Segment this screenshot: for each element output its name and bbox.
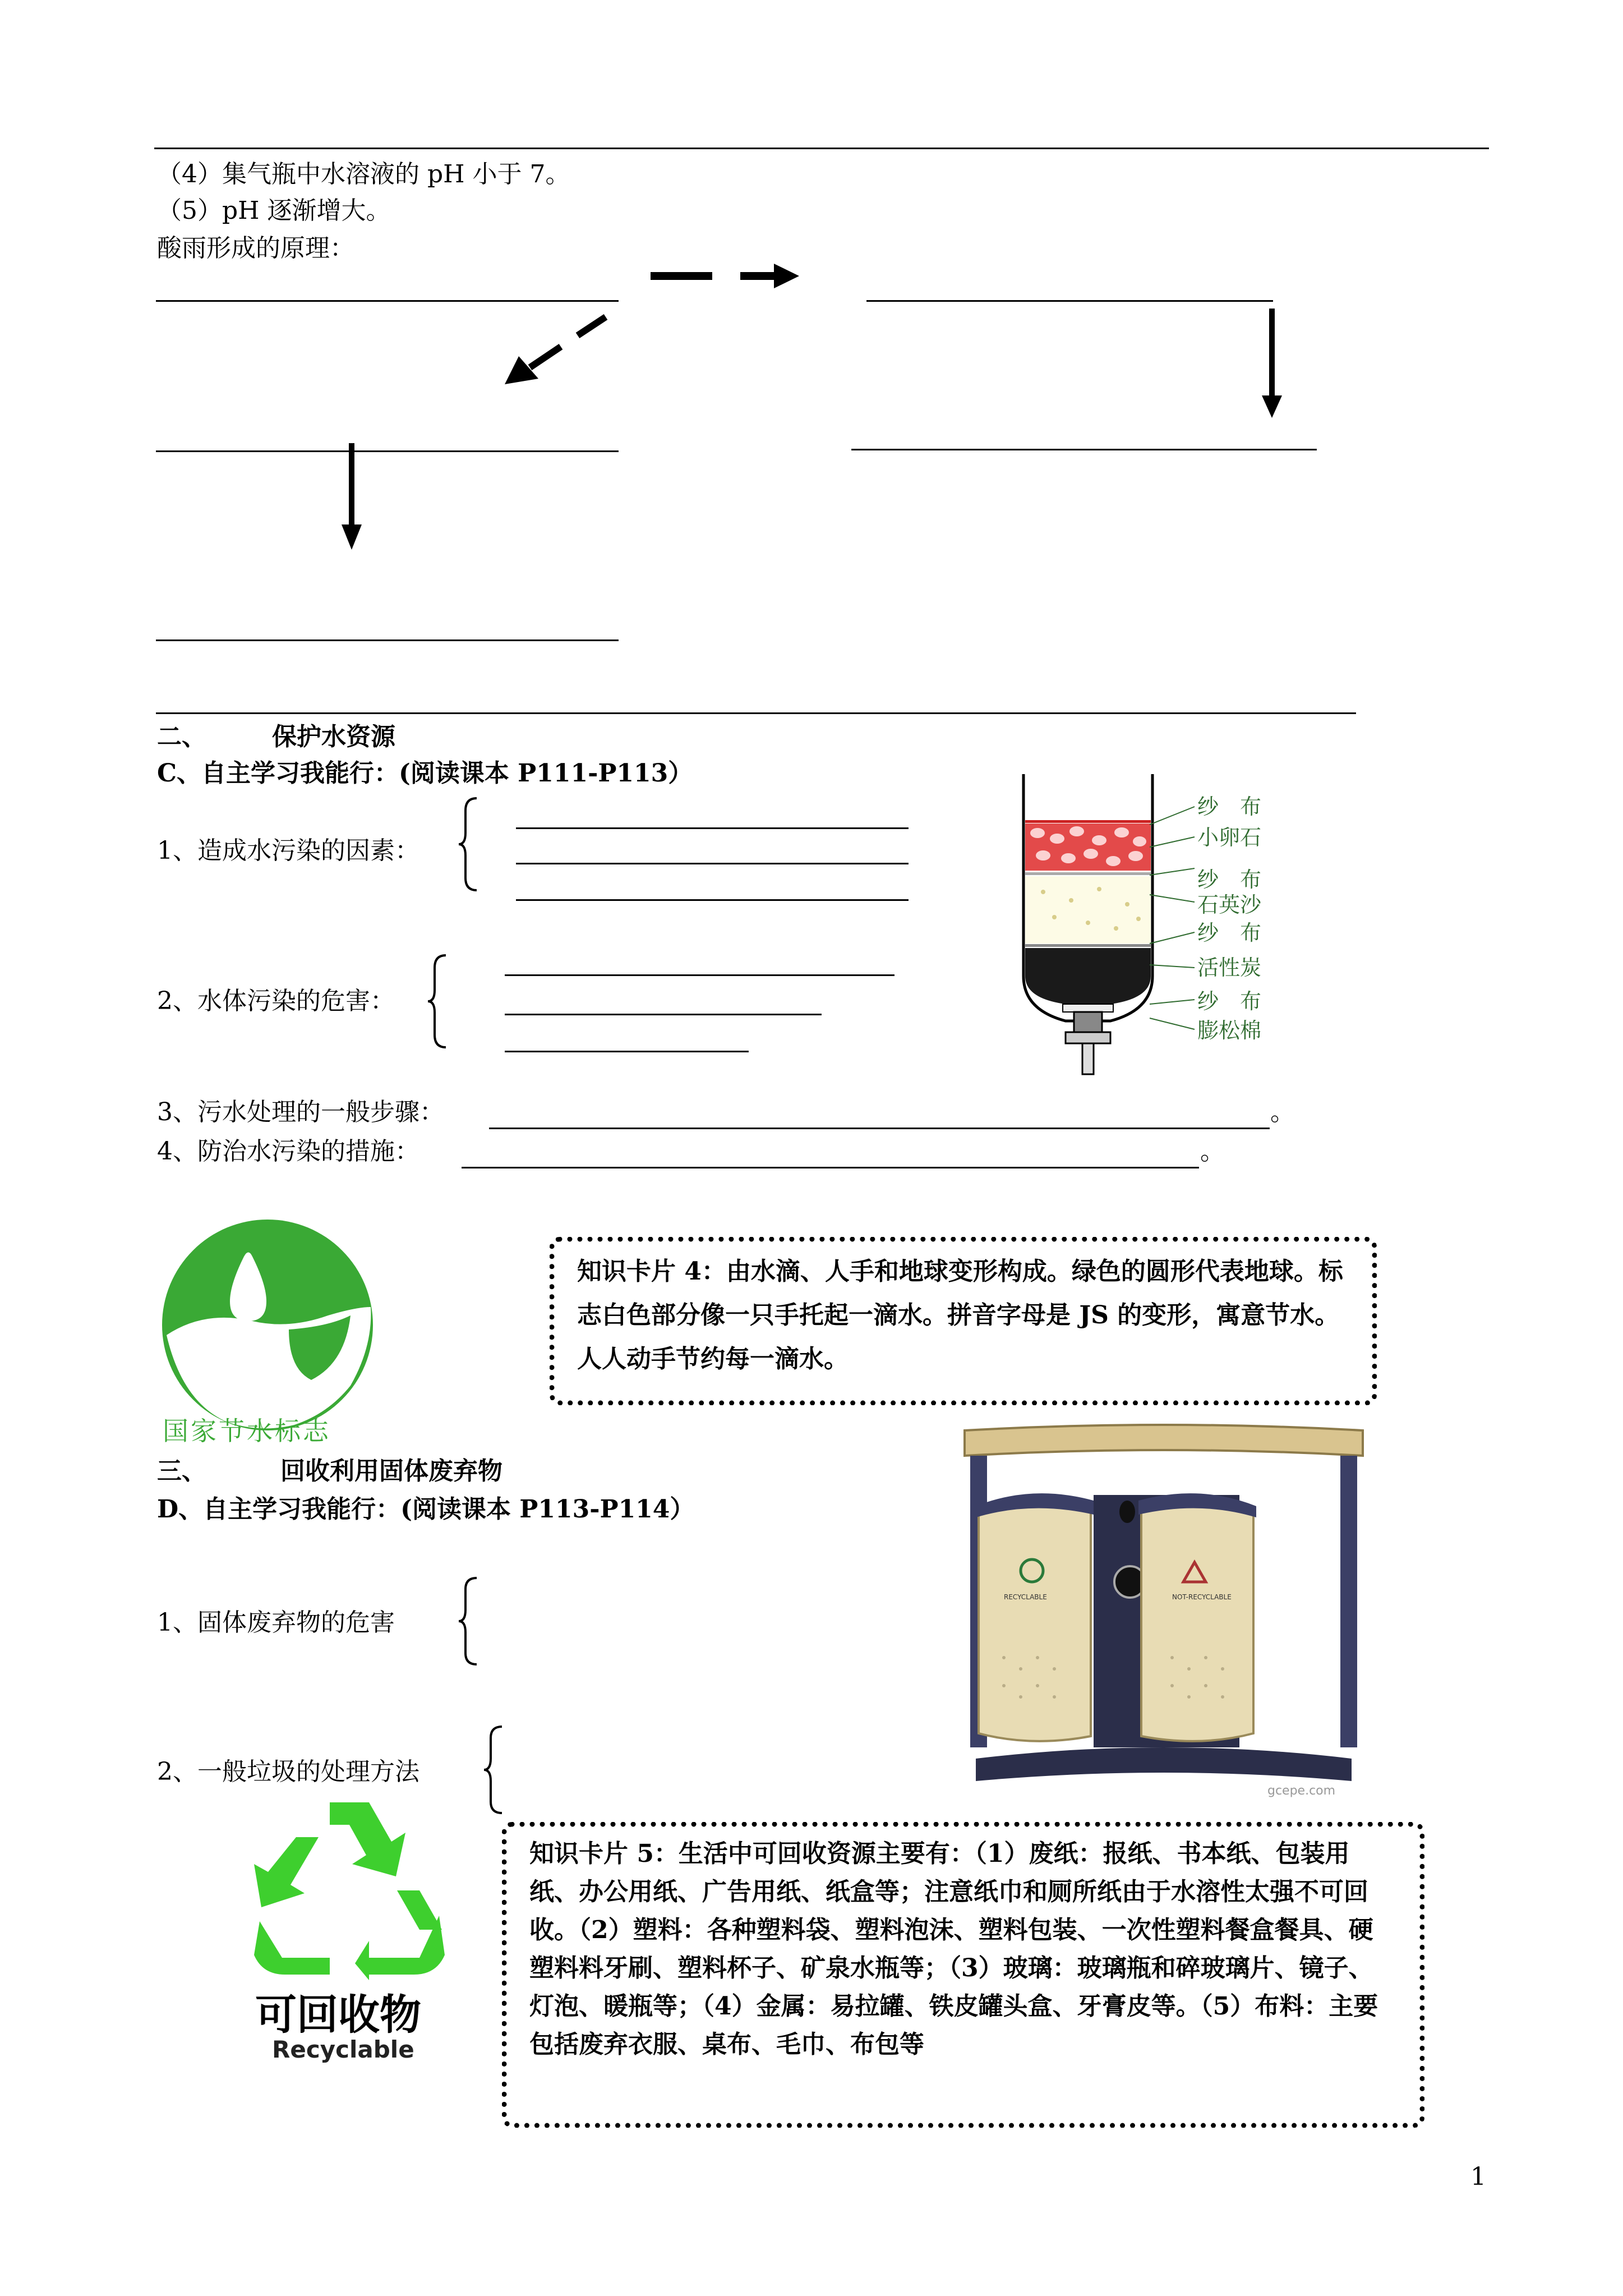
answer-line: [505, 974, 895, 976]
answer-line: [489, 1128, 1270, 1129]
blank-line: [156, 450, 619, 452]
section3-subheading: D、自主学习我能行：(阅读课本 P113-P114）: [157, 1495, 695, 1524]
blank-line: [866, 300, 1273, 302]
question-3-end: 。: [1270, 1098, 1295, 1126]
water-filter-figure: [1021, 774, 1155, 1077]
filter-label: 膨松棉: [1197, 1018, 1262, 1043]
filter-label: 纱 布: [1197, 989, 1262, 1014]
acid-rain-title: 酸雨形成的原理：: [157, 234, 354, 263]
header-rule: [154, 148, 1489, 149]
question-3: 3、污水处理的一般步骤：: [157, 1098, 444, 1126]
brace-icon: [457, 1576, 479, 1666]
page-number: 1: [1470, 2162, 1486, 2191]
filter-label: 纱 布: [1197, 921, 1262, 945]
bin-left-label: RECYCLABLE: [1004, 1593, 1047, 1601]
answer-line: [516, 863, 909, 864]
arrow-down-icon: [340, 443, 363, 555]
blank-line: [156, 639, 619, 641]
question-4: 4、防治水污染的措施：: [157, 1137, 419, 1166]
filter-leader-lines: [1150, 797, 1200, 1032]
dashed-arrow-right-icon: [651, 264, 802, 292]
trash-bin-figure: [959, 1422, 1368, 1809]
section-rule: [156, 712, 1356, 714]
brace-icon: [482, 1725, 505, 1815]
section2-subheading: C、自主学习我能行：(阅读课本 P111-P113）: [157, 759, 693, 788]
answer-line: [516, 899, 909, 901]
section3-number: 三、: [157, 1457, 206, 1485]
section2-number: 二、: [157, 723, 206, 751]
filter-label: 纱 布: [1197, 867, 1262, 892]
answer-line: [516, 827, 909, 829]
logo-caption: 国家节水标志: [163, 1416, 331, 1446]
question-solid-1: 1、固体废弃物的危害: [157, 1608, 395, 1637]
section3-heading: 回收利用固体废弃物: [280, 1457, 502, 1485]
recycle-en-label: Recyclable: [272, 2036, 414, 2063]
text-line-4: （4）集气瓶中水溶液的 pH 小于 7。: [157, 160, 570, 188]
blank-line: [851, 449, 1317, 450]
knowledge-card-5: [502, 1822, 1424, 2128]
knowledge-card-4-text: 知识卡片 4：由水滴、人手和地球变形构成。绿色的圆形代表地球。标志白色部分像一只手托起一滴水。拼音字母是 JS 的变形，寓意节水。人人动手节约每一滴水。: [577, 1257, 1343, 1373]
filter-label: 石英沙: [1197, 892, 1262, 917]
filter-label: 纱 布: [1197, 794, 1262, 819]
answer-line: [505, 1014, 822, 1015]
question-2: 2、水体污染的危害：: [157, 987, 395, 1015]
image-watermark: gcepe.com: [1267, 1784, 1336, 1798]
filter-label: 活性炭: [1197, 955, 1262, 980]
answer-line: [505, 1051, 749, 1052]
bin-right-label: NOT-RECYCLABLE: [1172, 1593, 1232, 1601]
answer-line: [462, 1167, 1199, 1168]
dashed-arrow-down-left-icon: [499, 314, 611, 387]
knowledge-card-5-text: 知识卡片 5：生活中可回收资源主要有：（1）废纸：报纸、书本纸、包装用纸、办公用纸、广告用纸、纸盒等；注意纸巾和厕所纸由于水溶性太强不可回收。（2）塑料：各种塑料袋、塑料泡沫、塑料包装、一次性塑料餐盒餐具、硬塑料料牙刷、塑料杯子、矿泉水瓶等；（3）玻璃：玻璃瓶和碎玻璃片、镜子、灯泡、暖瓶等；（4）金属：易拉罐、铁皮罐头盒、牙膏皮等。（5）布料：主要包括废弃衣服、桌布、毛巾、布包等: [529, 1839, 1378, 2059]
blank-line: [156, 300, 619, 302]
knowledge-card-4: [550, 1237, 1377, 1405]
brace-icon: [426, 954, 449, 1049]
question-1: 1、造成水污染的因素：: [157, 836, 419, 865]
text-line-5: （5）pH 逐渐增大。: [157, 196, 391, 225]
question-solid-2: 2、一般垃圾的处理方法: [157, 1757, 419, 1786]
filter-label: 小卵石: [1197, 825, 1262, 850]
arrow-down-icon: [1261, 309, 1283, 421]
section2-heading: 保护水资源: [272, 723, 395, 751]
recycle-cn-label: 可回收物: [255, 1991, 421, 2039]
question-4-end: 。: [1200, 1137, 1225, 1166]
brace-icon: [457, 797, 479, 892]
recycle-icon: [251, 1798, 448, 1977]
water-saving-logo: [160, 1217, 376, 1433]
